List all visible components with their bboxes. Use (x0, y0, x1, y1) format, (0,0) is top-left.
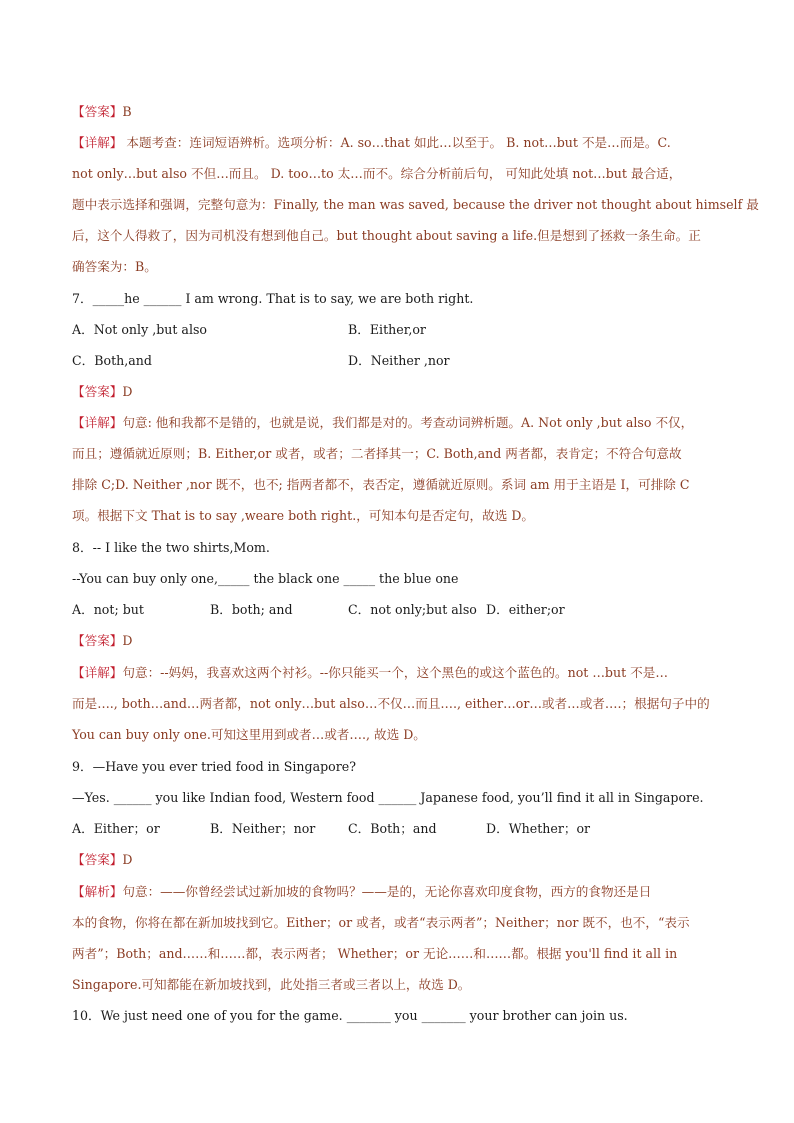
answer-line-8 (72, 632, 738, 650)
analysis-text: 句意：——你曾经尝试过新加坡的食物吗？——是的，无论你喜欢印度食物，西方的食物还是日 (122, 884, 652, 899)
q8-option-c: C．not only;but also (348, 602, 477, 617)
question-9-stem: 9．—Have you ever tried food in Singapore? (72, 759, 356, 774)
detail-tag: 【详解】 (72, 665, 123, 680)
q8-option-d: D．either;or (486, 602, 565, 617)
answer-tag: 【答案】 (72, 852, 123, 867)
question-9-stem: —Yes. ______ you like Indian food, Western food ______ Japanese food, you’ll find it all in Singapore. (72, 790, 704, 805)
detail-tag: 【详解】 (72, 135, 123, 150)
analysis-tag: 【解析】 (72, 884, 123, 899)
answer-line-9 (72, 851, 738, 869)
detail-text: 句意: 他和我都不是错的，也就是说，我们都是对的。考查动词辨析题。A. Not only ,but also 不仅， (122, 415, 694, 430)
answer-tag: 【答案】 (72, 384, 123, 399)
analysis-line: Singapore.可知都能在新加坡找到，此处指三者或三者以上，故选 D。 (72, 977, 471, 992)
detail-line: 项。根据下文 That is to say ,weare both right.，可知本句是否定句，故选 D。 (72, 508, 535, 523)
detail-tag: 【详解】 (72, 415, 123, 430)
analysis-line: 本的食物，你将在都在新加坡找到它。Either；or 或者，或者“表示两者”；Neither；nor 既不，也不，“表示 (72, 915, 690, 930)
detail-line: 题中表示选择和强调，完整句意为：Finally, the man was saved, because the driver not thought about himself 最 (72, 197, 759, 212)
analysis-line: 两者”；Both；and……和……都，表示两者； Whether；or 无论……和……都。根据 you'll find it all in (72, 946, 678, 961)
q7-option-a: A．Not only ,but also (72, 322, 208, 337)
q7-option-d: D．Neither ,nor (348, 353, 450, 368)
question-7-stem: 7．_____he ______ I am wrong. That is to say, we are both right. (72, 291, 474, 306)
detail-line (72, 664, 738, 682)
answer-line-7 (72, 383, 738, 401)
question-10-stem: 10．We just need one of you for the game. _______ you _______ your brother can join us. (72, 1008, 628, 1023)
q9-option-c: C．Both；and (348, 821, 437, 836)
detail-line: 而是…., both…and…两者都，not only…but also…不仅…而且…., either…or…或者…或者….；根据句子中的 (72, 696, 710, 711)
answer-value: D (122, 633, 133, 648)
q9-option-d: D．Whether；or (486, 821, 591, 836)
answer-value: D (122, 852, 133, 867)
q7-option-b: B．Either,or (348, 322, 426, 337)
q8-option-b: B．both; and (210, 602, 293, 617)
q7-option-c: C．Both,and (72, 353, 152, 368)
detail-text: 本题考查：连词短语辨析。选项分析：A. so…that 如此…以至于。 B. not…but 不是…而是。C. (122, 135, 671, 150)
q9-option-a: A．Either；or (72, 821, 160, 836)
answer-tag: 【答案】 (72, 633, 123, 648)
detail-line: 后，这个人得救了，因为司机没有想到他自己。but thought about saving a life.但是想到了拯救一条生命。正 (72, 228, 701, 243)
detail-line (72, 134, 738, 152)
detail-line: not only…but also 不但…而且。 D. too…to 太…而不。综合分析前后句， 可知此处填 not…but 最合适， (72, 166, 682, 181)
detail-line: 确答案为：B。 (72, 259, 157, 274)
detail-text: 句意：--妈妈，我喜欢这两个衬衫。--你只能买一个，这个黑色的或这个蓝色的。not …but 不是… (122, 665, 668, 680)
detail-line: You can buy only one.可知这里用到或者…或者…., 故选 D。 (72, 727, 426, 742)
answer-value: B (122, 104, 132, 119)
answer-tag: 【答案】 (72, 104, 123, 119)
answer-value: D (122, 384, 133, 399)
answer-line-6 (72, 103, 738, 121)
question-8-stem: --You can buy only one,_____ the black one _____ the blue one (72, 571, 459, 586)
detail-line: 排除 C;D. Neither ,nor 既不，也不; 指两者都不，表否定，遵循就近原则。系词 am 用于主语是 I，可排除 C (72, 477, 690, 492)
question-8-stem: 8．-- I like the two shirts,Mom. (72, 540, 270, 555)
q8-option-a: A．not; but (72, 602, 144, 617)
analysis-line (72, 883, 738, 901)
detail-line: 而且；遵循就近原则；B. Either,or 或者，或者；二者择其一；C. Both,and 两者都，表肯定；不符合句意故 (72, 446, 682, 461)
q9-option-b: B．Neither；nor (210, 821, 316, 836)
detail-line (72, 414, 738, 432)
